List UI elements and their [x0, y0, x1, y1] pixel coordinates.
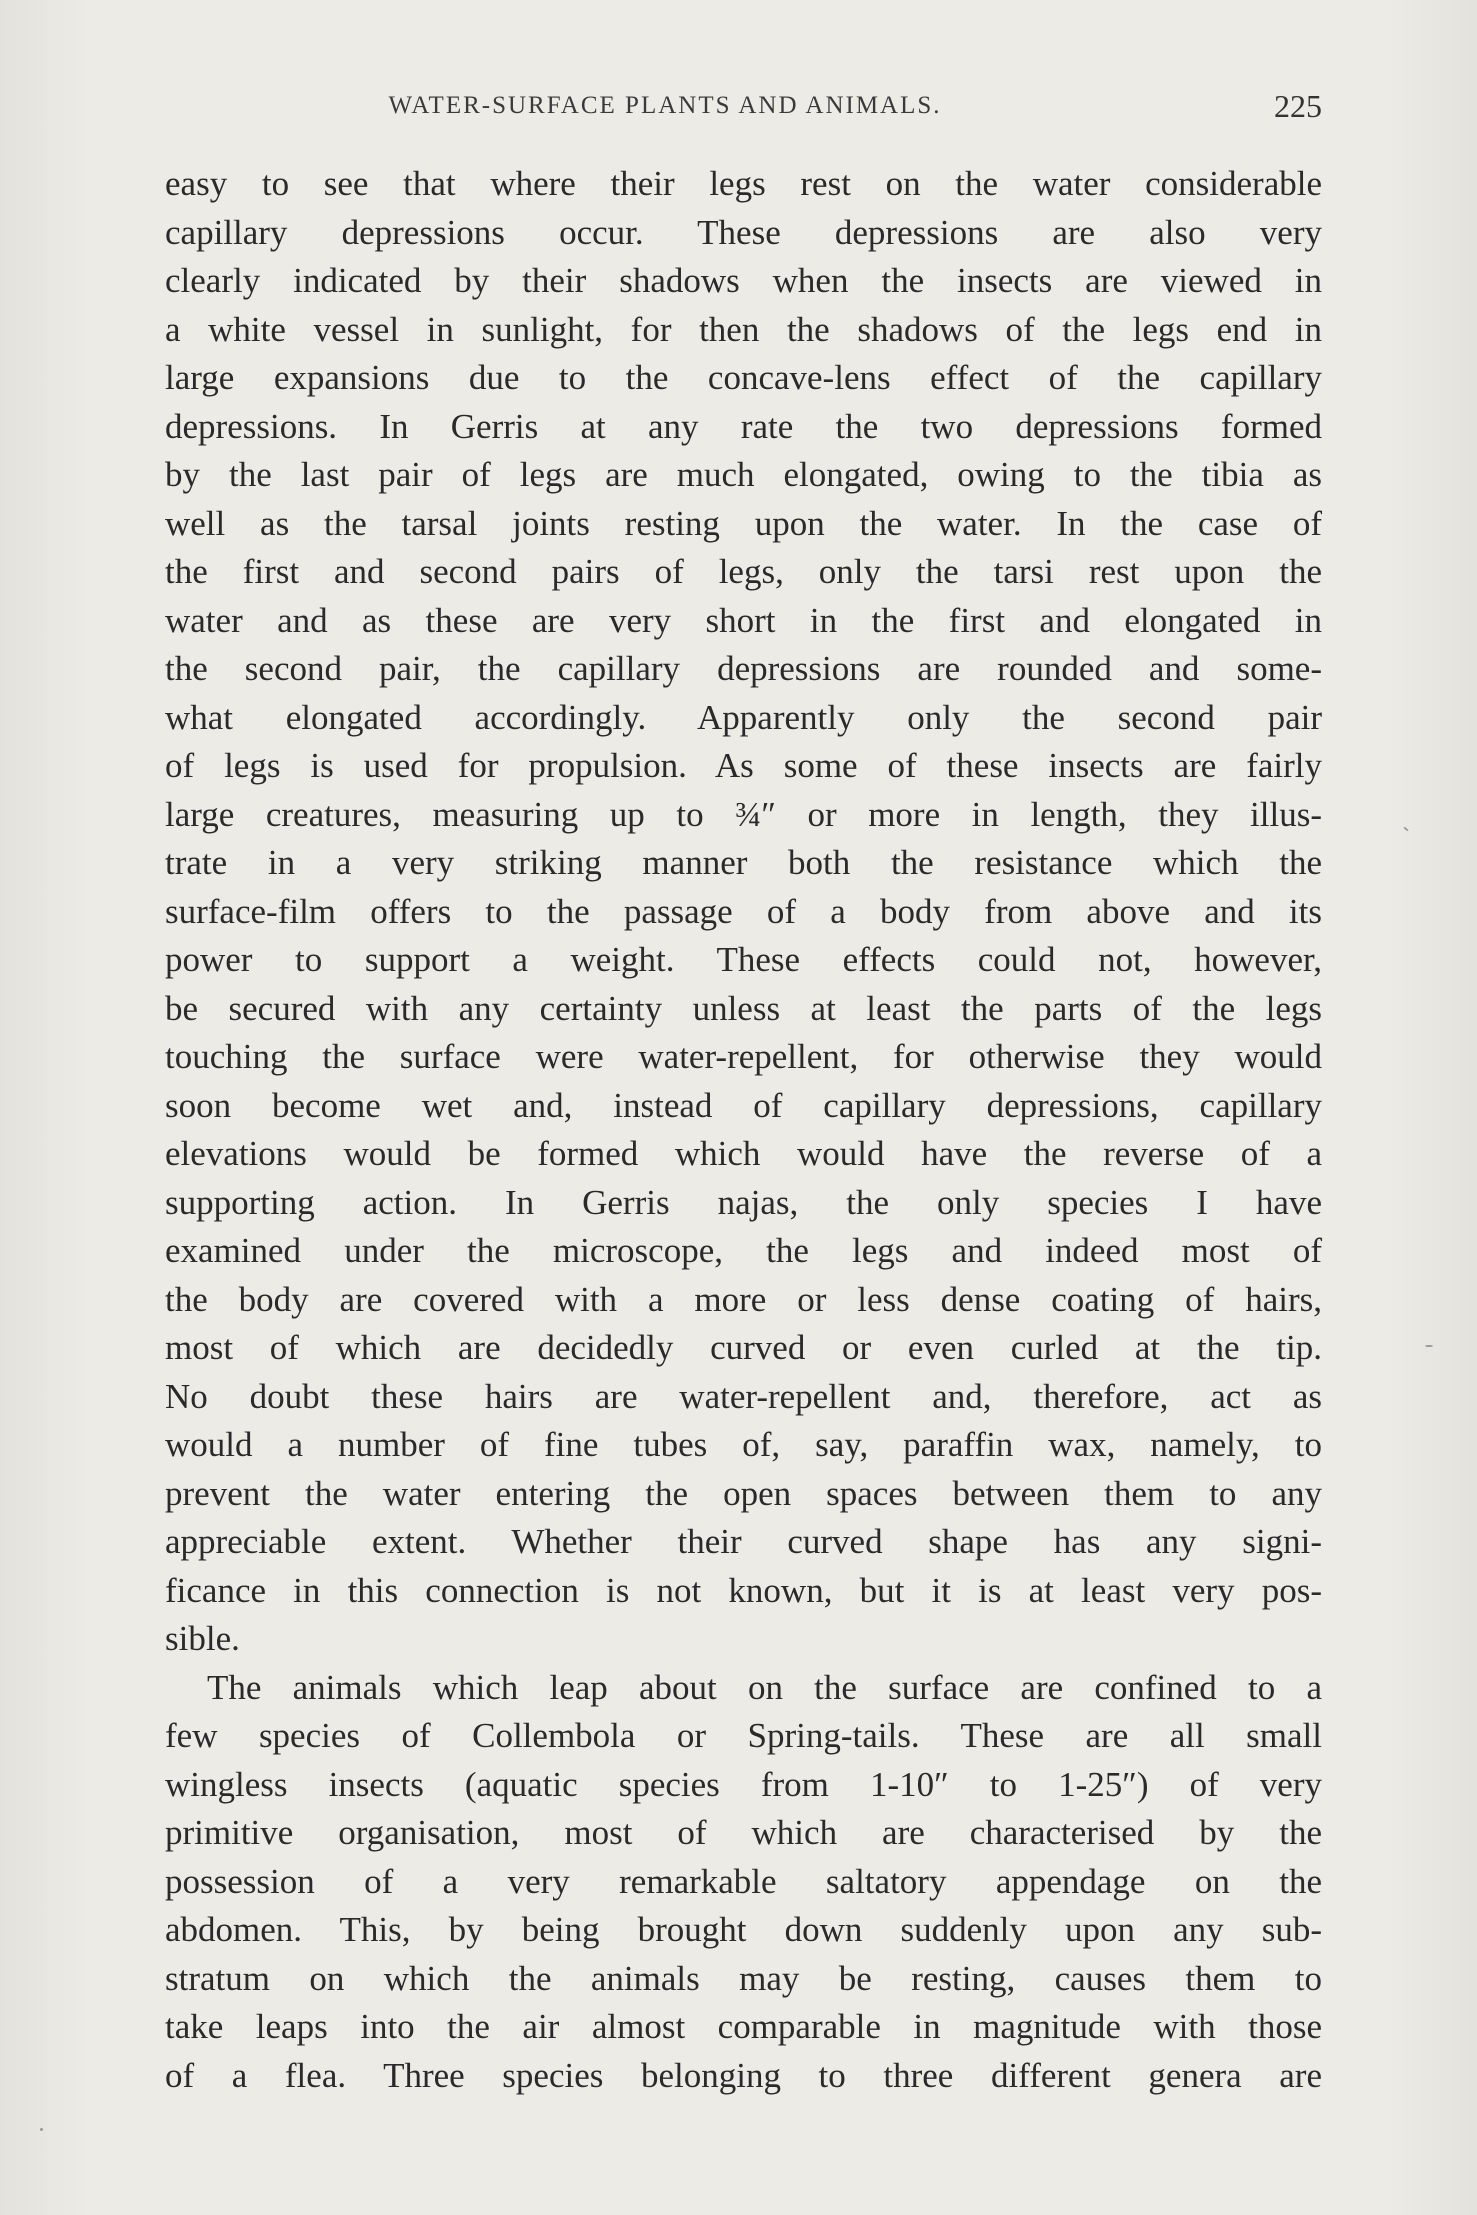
text-line: wingless insects (aquatic species from 1-10″ to 1-25″) of very: [165, 1764, 1322, 1804]
text-line: by the last pair of legs are much elongated, owing to the tibia as: [165, 455, 1322, 494]
text-line: the second pair, the capillary depressions are rounded and some-: [165, 649, 1322, 688]
text-line: prevent the water entering the open spaces between them to any: [165, 1473, 1322, 1513]
paper-speck: [1425, 1345, 1433, 1347]
paper-speck: [40, 2128, 43, 2131]
text-line: few species of Collembola or Spring-tails. These are all small: [165, 1716, 1322, 1755]
text-line: ficance in this connection is not known, but it is at least very pos-: [165, 1570, 1322, 1610]
text-line: sible.: [165, 1619, 240, 1658]
text-line: power to support a weight. These effects could not, however,: [165, 940, 1322, 979]
page-number: 225: [1274, 88, 1322, 124]
text-line: would a number of fine tubes of, say, paraffin wax, namely, to: [165, 1425, 1322, 1464]
text-line: examined under the microscope, the legs and indeed most of: [165, 1231, 1322, 1270]
text-line: well as the tarsal joints resting upon the water. In the case of: [165, 503, 1322, 543]
text-line: surface-film offers to the passage of a body from above and its: [165, 891, 1322, 931]
text-line: large creatures, measuring up to ¾″ or more in length, they illus-: [165, 794, 1322, 834]
text-line: the body are covered with a more or less dense coating of hairs,: [165, 1279, 1322, 1319]
text-line: easy to see that where their legs rest on the water considerable: [165, 164, 1322, 203]
text-line: large expansions due to the concave-lens effect of the capillary: [165, 358, 1322, 397]
paragraph-start-line: The animals which leap about on the surface are confined to a: [207, 1667, 1322, 1707]
text-line: capillary depressions occur. These depressions are also very: [165, 212, 1322, 252]
text-line: soon become wet and, instead of capillary depressions, capillary: [165, 1085, 1322, 1125]
paper-speck: [1403, 826, 1409, 831]
running-head: [165, 86, 1322, 126]
text-line: of a flea. Three species belonging to three different genera are: [165, 2055, 1322, 2095]
body-text: [165, 160, 1322, 2100]
text-line: supporting action. In Gerris najas, the only species I have: [165, 1182, 1322, 1222]
text-line: depressions. In Gerris at any rate the two depressions formed: [165, 406, 1322, 446]
text-line: take leaps into the air almost comparable in magnitude with those: [165, 2007, 1322, 2046]
text-line: possession of a very remarkable saltatory appendage on the: [165, 1861, 1322, 1901]
text-line: stratum on which the animals may be resting, causes them to: [165, 1958, 1322, 1998]
text-line: what elongated accordingly. Apparently only the second pair: [165, 697, 1322, 737]
text-line: a white vessel in sunlight, for then the shadows of the legs end in: [165, 309, 1322, 349]
text-line: most of which are decidedly curved or even curled at the tip.: [165, 1328, 1322, 1367]
text-line: trate in a very striking manner both the resistance which the: [165, 843, 1322, 882]
text-line: clearly indicated by their shadows when the insects are viewed in: [165, 261, 1322, 300]
text-line: elevations would be formed which would have the reverse of a: [165, 1134, 1322, 1173]
text-line: be secured with any certainty unless at least the parts of the legs: [165, 988, 1322, 1028]
text-line: primitive organisation, most of which are characterised by the: [165, 1813, 1322, 1852]
text-line: touching the surface were water-repellent, for otherwise they would: [165, 1037, 1322, 1076]
text-line: the first and second pairs of legs, only the tarsi rest upon the: [165, 552, 1322, 591]
running-title: WATER-SURFACE PLANTS AND ANIMALS.: [388, 92, 942, 119]
text-line: of legs is used for propulsion. As some of these insects are fairly: [165, 746, 1322, 785]
text-line: water and as these are very short in the first and elongated in: [165, 600, 1322, 640]
text-line: abdomen. This, by being brought down suddenly upon any sub-: [165, 1910, 1322, 1949]
text-line: appreciable extent. Whether their curved shape has any signi-: [165, 1522, 1322, 1561]
text-line: No doubt these hairs are water-repellent and, therefore, act as: [165, 1376, 1322, 1416]
